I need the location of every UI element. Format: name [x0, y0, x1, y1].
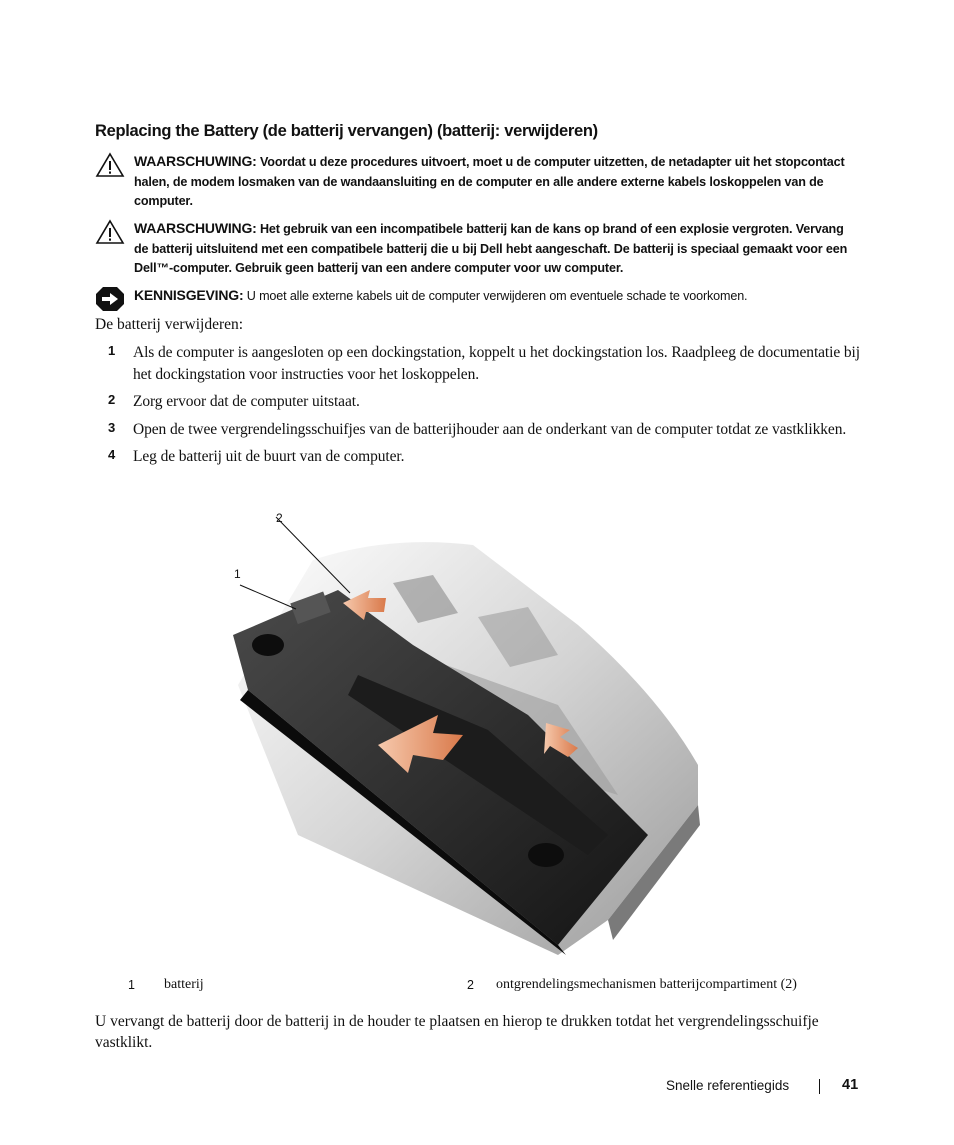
warning-triangle-icon [95, 219, 125, 245]
warning-text: Voordat u deze procedures uitvoert, moet u de computer uitzetten, de netadapter uit het stopcontact halen, de modem losmaken van de wandaansluiting en de computer en alle andere externe kabels loskoppelen van de computer. [134, 155, 845, 208]
step-number: 3 [108, 419, 116, 435]
warning-text: Het gebruik van een incompatibele batterij kan de kans op brand of een explosie vergroten. Vervang de batterij uitsluitend met een compatibele batterij die u bij Dell hebt aangeschaft. De batterij is speciaal gemaakt voor een Dell™-computer. Gebruik geen batterij van een andere computer voor uw computer. [134, 222, 848, 275]
step-item [108, 342, 868, 385]
notice-label: KENNISGEVING: [134, 287, 244, 303]
warning-label: WAARSCHUWING: [134, 220, 257, 236]
warning-triangle-icon [95, 152, 125, 178]
notice-note [95, 286, 855, 307]
step-number: 2 [108, 392, 116, 407]
warning-label: WAARSCHUWING: [134, 153, 257, 169]
step-text: Zorg ervoor dat de computer uitstaat. [133, 393, 360, 410]
step-item [108, 446, 868, 468]
intro-text: De batterij verwijderen: [95, 316, 244, 333]
legend-number: 1 [128, 978, 135, 992]
closing-paragraph: U vervangt de batterij door de batterij in de houder te plaatsen en hierop te drukken totdat het vergrendelingsschuifje vastklikt. [95, 1013, 819, 1051]
steps-list [108, 342, 868, 474]
battery-removal-illustration [228, 505, 713, 963]
step-text: Open de twee vergrendelingsschuifjes van de batterijhouder aan de onderkant van de computer totdat ze vastklikken. [133, 420, 847, 438]
step-item [108, 391, 868, 413]
step-item [108, 419, 868, 441]
notice-text: U moet alle externe kabels uit de computer verwijderen om eventuele schade te voorkomen. [246, 289, 748, 303]
section-heading: Replacing the Battery (de batterij vervangen) (batterij: verwijderen) [95, 122, 598, 140]
step-number: 1 [108, 343, 116, 358]
warning-note-2 [95, 219, 855, 279]
step-number: 4 [108, 447, 116, 462]
warning-note-1 [95, 152, 855, 212]
legend-number: 2 [467, 978, 474, 992]
footer-title: Snelle referentiegids [666, 1078, 790, 1093]
step-text: Als de computer is aangesloten op een dockingstation, koppelt u het dockingstation los. Raadpleeg de documentatie bij het dockingstation voor instructies voor het loskoppelen. [133, 344, 860, 383]
step-text: Leg de batterij uit de buurt van de computer. [133, 448, 405, 465]
legend-text: batterij [164, 977, 204, 992]
notice-arrow-icon [95, 286, 125, 312]
callout-2: 2 [276, 511, 283, 525]
footer-separator [819, 1079, 820, 1094]
page-number: 41 [842, 1077, 859, 1093]
callout-1: 1 [234, 567, 241, 581]
laptop-battery-drawing [228, 505, 713, 963]
legend-text: ontgrendelingsmechanismen batterijcompartiment (2) [496, 977, 797, 992]
